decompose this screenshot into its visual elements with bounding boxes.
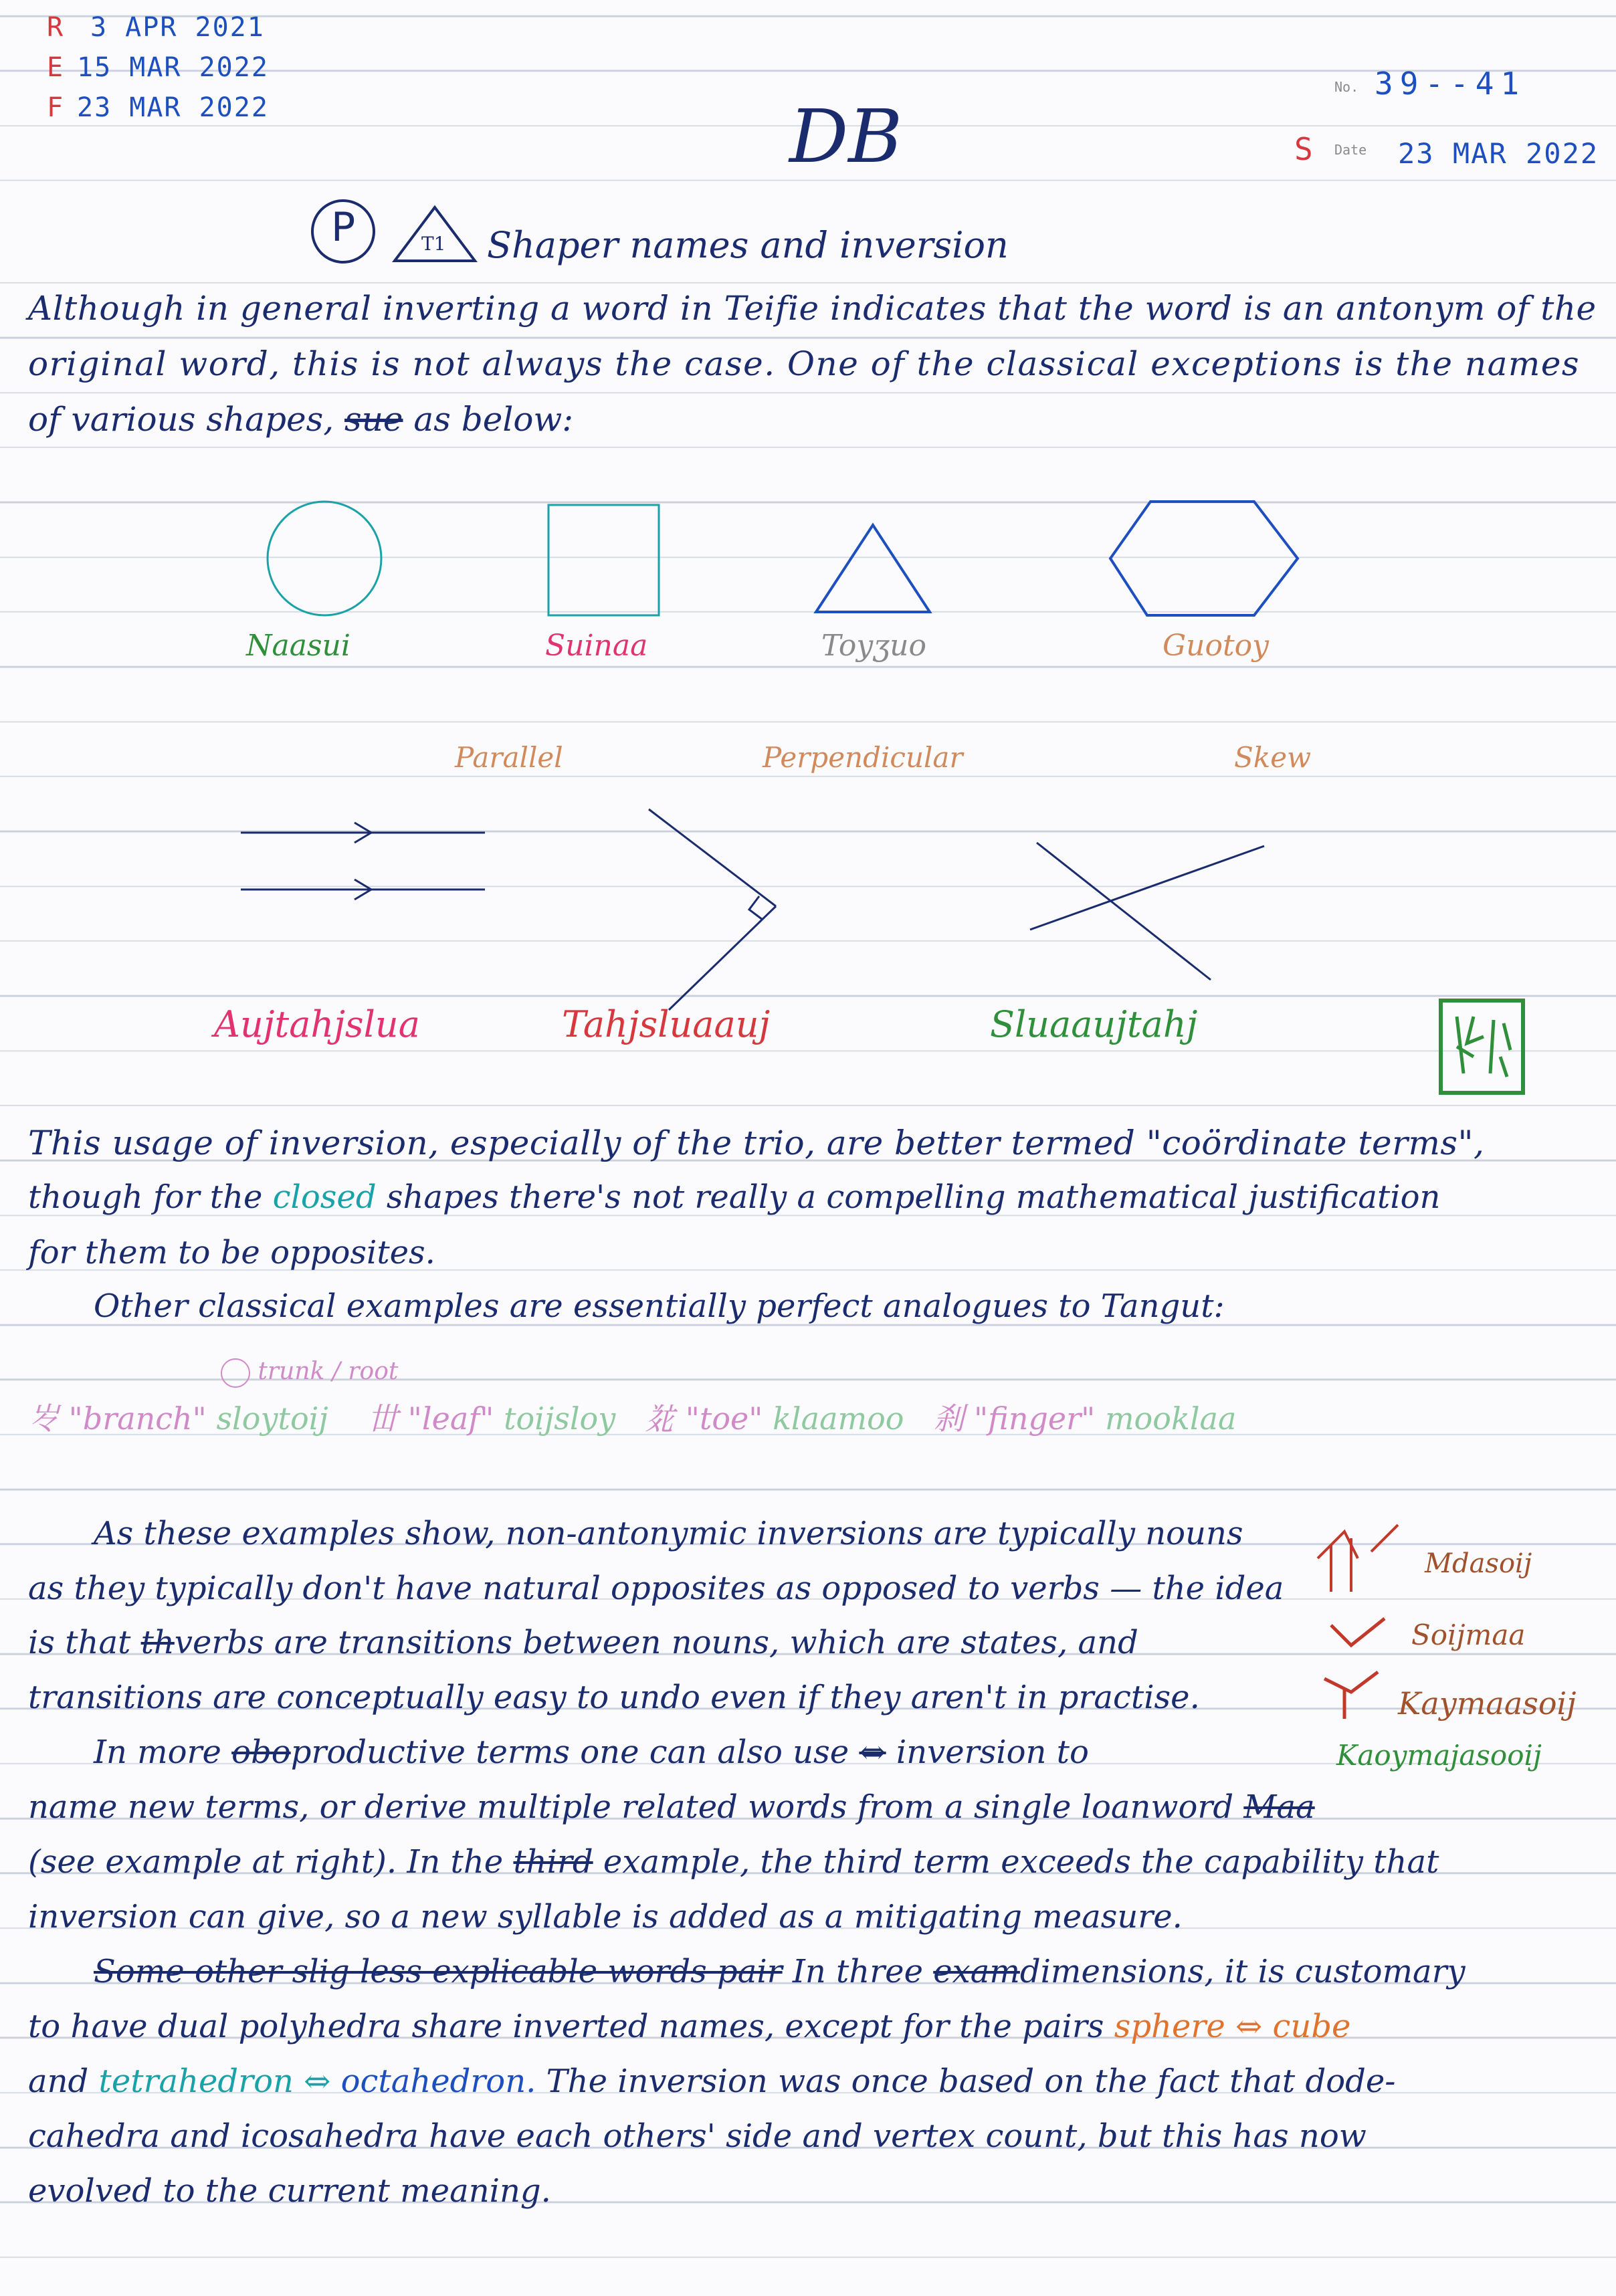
para2-line-2-text-b: shapes there's not really a compelling mathematical justification — [386, 1178, 1441, 1216]
para3-line-6-text: name new terms, or derive multiple related words from a single loanword — [28, 1788, 1234, 1826]
pair-sphere-cube: sphere ⇔ cube — [1114, 2008, 1351, 2045]
para2-line-2-text: though for the — [28, 1178, 263, 1216]
para3-line-7-text-b: example, the third term exceeds the capability that — [603, 1843, 1439, 1881]
relation-caption-perpendicular: Perpendicular — [763, 741, 963, 774]
relation-caption-parallel: Parallel — [455, 741, 563, 774]
stamp-f-date: 23 MAR 2022 — [77, 92, 269, 123]
monogram: DB — [789, 94, 903, 179]
example-glyph: 丗 — [367, 1400, 399, 1437]
circle-icon — [268, 502, 381, 615]
example-word: sloytoij — [216, 1400, 328, 1437]
para3-line-5-text: In more — [94, 1734, 221, 1771]
para3-line-5-text-c: inversion to — [896, 1734, 1089, 1771]
examples-note-text: trunk / root — [258, 1358, 399, 1385]
para4-line-2-text: to have dual polyhedra share inverted names, except for the pairs — [28, 2008, 1104, 2045]
example-glyph: 𘃎 — [645, 1400, 676, 1437]
para3-line-1: As these examples show, non-antonymic inversions are typically nouns — [94, 1515, 1243, 1552]
para4-line-5: evolved to the current meaning. — [28, 2172, 551, 2210]
stamp-r-letter: R — [47, 12, 65, 43]
relation-caption-skew: Skew — [1234, 741, 1312, 774]
perpendicular-lines-icon — [649, 809, 776, 1010]
example-glyph: 刹 — [933, 1400, 965, 1437]
para3-struck-4: Maa — [1243, 1788, 1315, 1826]
seal-icon — [1437, 997, 1527, 1097]
example-gloss: "branch" — [68, 1400, 207, 1437]
p-badge-label: P — [331, 204, 356, 251]
pair-tetrahedron: tetrahedron ⇔ — [98, 2063, 331, 2100]
page-title: Shaper names and inversion — [487, 224, 1009, 266]
para3-struck: th — [140, 1624, 175, 1661]
shape-label-triangle: Toyʒuo — [821, 629, 926, 663]
closed-word: closed — [272, 1178, 377, 1216]
para3-line-3-text: is that — [28, 1624, 131, 1661]
intro-line-3-text-b: as below: — [413, 400, 574, 439]
example-glyph: 㞮 — [28, 1400, 59, 1437]
para4-line-1 — [94, 1953, 1466, 1990]
para3-line-7 — [28, 1843, 1439, 1881]
intro-line-2: original word, this is not always the case. One of the classical exceptions is the names — [28, 344, 1581, 383]
skew-lines-icon — [1030, 843, 1264, 980]
intro-line-3-text: of various shapes, — [28, 400, 334, 439]
side-word-4: Kaoymajasooij — [1336, 1739, 1542, 1772]
para4-line-2 — [28, 2008, 1350, 2045]
example-gloss: "leaf" — [407, 1400, 494, 1437]
para3-line-3 — [28, 1624, 1138, 1661]
square-icon — [548, 505, 659, 615]
example-gloss: "finger" — [974, 1400, 1096, 1437]
para4-line-1-text-b: dimensions, it is customary — [1019, 1953, 1466, 1990]
examples-p-badge-icon — [221, 1358, 250, 1388]
side-glyphs-icon — [1304, 1518, 1411, 1732]
intro-line-1: Although in general inverting a word in Teifie indicates that the word is an antonym of the — [28, 289, 1597, 328]
para4-struck-2: exam — [933, 1953, 1020, 1990]
parallel-lines-icon — [241, 823, 485, 900]
page-number: 39--41 — [1375, 66, 1526, 102]
relation-label-parallel: Aujtahjslua — [214, 1003, 420, 1045]
no-label: No. — [1334, 79, 1359, 95]
para2-line-4: Other classical examples are essentially perfect analogues to Tangut: — [94, 1287, 1225, 1325]
side-word-3: Kaymaasoij — [1398, 1685, 1577, 1721]
para3-line-5 — [94, 1734, 1089, 1771]
para4-line-1-text: In three — [792, 1953, 923, 1990]
stamp-r-date: 3 APR 2021 — [90, 12, 265, 43]
stamp-f-letter: F — [47, 92, 65, 123]
para3-line-8: inversion can give, so a new syllable is added as a mitigating measure. — [28, 1898, 1183, 1936]
relation-label-perpendicular: Tahjsluaauj — [562, 1003, 771, 1045]
t-badge-label: T1 — [421, 233, 446, 255]
stamp-e-letter: E — [47, 52, 65, 83]
relation-label-skew: Sluaaujtahj — [990, 1003, 1198, 1045]
shape-label-circle: Naasui — [246, 629, 350, 663]
para3-line-2: as they typically don't have natural opposites as opposed to verbs — the idea — [28, 1570, 1284, 1607]
stamp-e-date: 15 MAR 2022 — [77, 52, 269, 83]
para3-line-3-text-b: verbs are transitions between nouns, which are states, and — [174, 1624, 1138, 1661]
side-word-1: Mdasoij — [1425, 1548, 1532, 1579]
para3-struck-5: third — [513, 1843, 593, 1881]
relations-drawing — [227, 796, 1351, 1017]
para3-line-7-text: (see example at right). In the — [28, 1843, 504, 1881]
intro-struck-word: sue — [344, 400, 403, 439]
para4-struck: Some other slig less explicable words pair — [94, 1953, 783, 1990]
para2-line-1: This usage of inversion, especially of the trio, are better termed "coördinate terms", — [28, 1124, 1485, 1162]
para3-line-5-text-b: productive terms one can also use — [290, 1734, 849, 1771]
para4-line-3-text-b: The inversion was once based on the fact that dode- — [546, 2063, 1396, 2100]
para2-line-2 — [28, 1178, 1440, 1216]
ghost-text — [602, 127, 611, 158]
side-word-2: Soijmaa — [1411, 1619, 1526, 1651]
intro-line-3 — [28, 400, 573, 439]
para3-struck-3: ⇔ — [859, 1734, 886, 1771]
para4-line-4: cahedra and icosahedra have each others' side and vertex count, but this has now — [28, 2117, 1367, 2155]
example-word: toijsloy — [504, 1400, 616, 1437]
shape-label-hexagon: Guotoy — [1163, 629, 1270, 663]
examples-note — [221, 1358, 398, 1388]
para3-line-4: transitions are conceptually easy to undo even if they aren't in practise. — [28, 1679, 1200, 1716]
shapes-drawing — [254, 492, 1311, 639]
stamp-date: 23 MAR 2022 — [1398, 137, 1599, 170]
para3-line-6 — [28, 1788, 1315, 1826]
example-word: mooklaa — [1104, 1400, 1237, 1437]
shape-label-square: Suinaa — [545, 629, 648, 663]
hexagon-icon — [1110, 502, 1298, 615]
para4-line-3 — [28, 2063, 1395, 2100]
para3-struck-2: obo — [231, 1734, 291, 1771]
example-gloss: "toe" — [685, 1400, 763, 1437]
para4-line-3-text: and — [28, 2063, 89, 2100]
pair-octahedron: octahedron. — [340, 2063, 536, 2100]
examples-row — [28, 1394, 1236, 1439]
date-label: Date — [1334, 142, 1367, 158]
triangle-icon — [816, 525, 930, 612]
example-word: klaamoo — [773, 1400, 904, 1437]
stamp-s-letter: S — [1294, 131, 1314, 167]
para2-line-3: for them to be opposites. — [28, 1234, 435, 1271]
